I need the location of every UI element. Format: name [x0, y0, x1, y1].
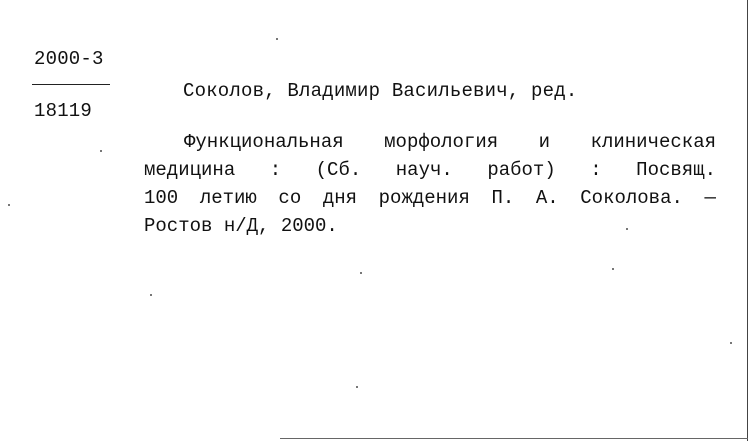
bibliographic-description	[144, 128, 716, 240]
scan-speck	[360, 272, 362, 274]
card-right-edge	[747, 0, 748, 441]
description-word: 100	[144, 187, 179, 209]
card-bottom-edge	[280, 438, 748, 439]
description-word: морфология	[384, 131, 499, 153]
scan-speck	[730, 342, 732, 344]
description-word: П.	[491, 187, 515, 209]
description-word: —	[704, 187, 716, 209]
description-word: клиническая	[590, 131, 716, 153]
description-word: :	[269, 159, 282, 181]
description-word: :	[590, 159, 602, 181]
description-word: Посвящ.	[636, 159, 716, 181]
scan-speck	[356, 386, 358, 388]
scan-speck	[150, 294, 152, 296]
scan-speck	[276, 38, 278, 40]
scan-speck	[8, 204, 10, 206]
description-word: А.	[535, 187, 559, 209]
scan-speck	[626, 228, 628, 230]
description-line-4	[144, 212, 716, 240]
description-word: Функциональная	[184, 131, 344, 153]
description-word: летию	[199, 187, 257, 209]
description-line-2	[144, 156, 716, 184]
description-word: Соколова.	[580, 187, 683, 209]
description-word: и	[538, 131, 551, 153]
description-word: рождения	[378, 187, 470, 209]
description-word: со	[278, 187, 302, 209]
call-number-top: 2000-3	[34, 48, 104, 70]
description-line-1	[144, 128, 716, 156]
call-number-bottom: 18119	[34, 100, 93, 122]
description-word: дня	[322, 187, 358, 209]
description-word: медицина	[144, 159, 236, 181]
description-word: науч.	[395, 159, 453, 181]
description-line-3	[144, 184, 716, 212]
description-word: (Сб.	[315, 159, 362, 181]
description-imprint: Ростов н/Д, 2000.	[144, 215, 338, 237]
description-word: работ)	[487, 159, 556, 181]
author-heading: Соколов, Владимир Васильевич, ред.	[183, 80, 578, 102]
scan-speck	[612, 268, 614, 270]
scan-speck	[100, 150, 102, 152]
call-number-divider	[32, 84, 110, 85]
